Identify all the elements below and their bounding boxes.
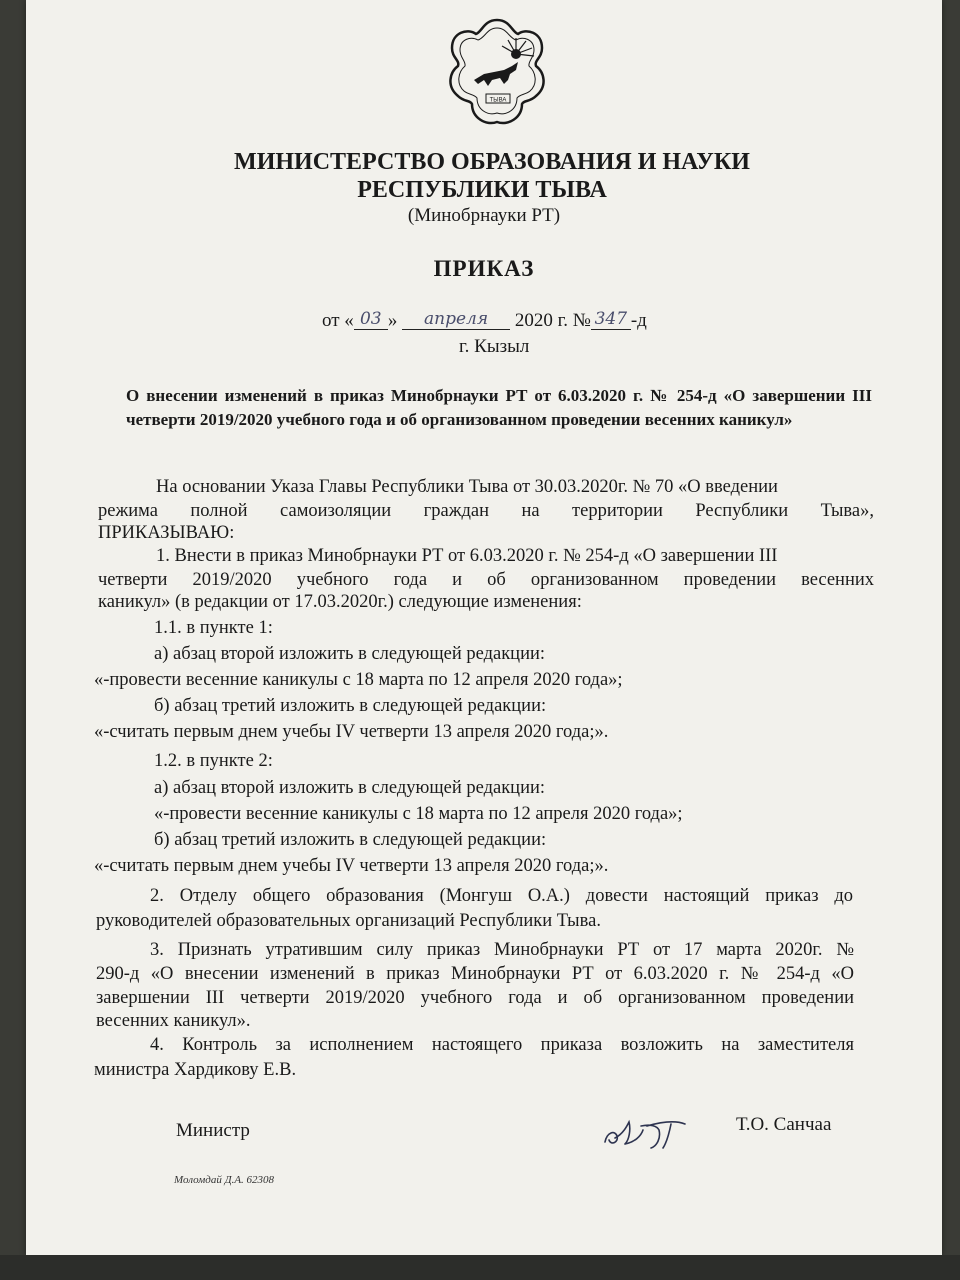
preamble-line3: ПРИКАЗЫВАЮ: (98, 523, 235, 543)
order-number: 347 (591, 309, 631, 330)
order-subject: О внесении изменений в приказ Минобрнауки РТ от 6.03.2020 г. № 254-д «О завершении III четверти 2019/2020 учебного года и об организованном проведении весенних каникул» (126, 386, 872, 429)
para2-line1: 2. Отделу общего образования (Монгуш О.А.) довести настоящий приказ до (150, 886, 853, 906)
background-surface (0, 1255, 960, 1280)
emblem-text: ТЫВА (489, 97, 507, 104)
para1-2-heading: 1.2. в пункте 2: (154, 751, 273, 771)
para1-1-a: а) абзац второй изложить в следующей редакции: (154, 644, 546, 664)
para4-line2: министра Хардикову Е.В. (94, 1060, 297, 1080)
para3-line2: 290-д «О внесении изменений в приказ Минобрнауки РТ от 6.03.2020 г. № 254-д «О (96, 964, 854, 984)
para3-line4: весенних каникул». (96, 1011, 251, 1031)
preamble-line2: режима полной самоизоляции граждан на территории Республики Тыва», (98, 501, 874, 521)
order-day: 03 (354, 309, 388, 330)
document-sheet (26, 0, 942, 1255)
handwritten-signature-icon (601, 1112, 691, 1154)
para1-1-b: б) абзац третий изложить в следующей редакции: (154, 696, 547, 716)
para1-2-a-text: «-провести весенние каникулы с 18 марта по 12 апреля 2020 года»; (154, 804, 683, 824)
para1-line2: четверти 2019/2020 учебного года и об организованном проведении весенних (98, 570, 874, 590)
para4-line1: 4. Контроль за исполнением настоящего приказа возложить на заместителя (150, 1035, 854, 1055)
para2-line2: руководителей образовательных организаций Республики Тыва. (96, 911, 601, 931)
order-date-line (322, 310, 647, 332)
para1-1-a-text: «-провести весенние каникулы с 18 марта по 12 апреля 2020 года»; (94, 670, 623, 690)
para1-2-b-text: «-считать первым днем учебы IV четверти 13 апреля 2020 года;». (94, 856, 609, 876)
date-prefix: от « (322, 310, 354, 331)
para3-line1: 3. Признать утратившим силу приказ Минобрнауки РТ от 17 марта 2020г. № (150, 940, 854, 960)
ministry-name-line1: МИНИСТЕРСТВО ОБРАЗОВАНИЯ И НАУКИ (234, 149, 750, 175)
ministry-name-line2: РЕСПУБЛИКИ ТЫВА (357, 177, 607, 203)
day-suffix: » (387, 310, 398, 331)
para1-line1: 1. Внести в приказ Минобрнауки РТ от 6.03.2020 г. № 254-д «О завершении III (156, 546, 778, 566)
signatory-title: Министр (176, 1120, 250, 1141)
para3-line3: завершении III четверти 2019/2020 учебного года и об организованном проведении (96, 988, 854, 1008)
para1-line3: каникул» (в редакции от 17.03.2020г.) следующие изменения: (98, 592, 582, 612)
tuva-coat-of-arms-icon (438, 14, 556, 132)
para1-2-a: а) абзац второй изложить в следующей редакции: (154, 778, 546, 798)
preamble-line1: На основании Указа Главы Республики Тыва от 30.03.2020г. № 70 «О введении (156, 477, 778, 497)
para1-1-b-text: «-считать первым днем учебы IV четверти 13 апреля 2020 года;». (94, 722, 609, 742)
order-year: 2020 г. № (514, 310, 591, 331)
executor-info: Моломдай Д.А. 62308 (174, 1174, 275, 1186)
ministry-short-name: (Минобрнауки РТ) (407, 205, 561, 226)
order-city: г. Кызыл (459, 336, 530, 357)
number-suffix: -д (630, 310, 647, 331)
order-month: апреля (402, 309, 510, 330)
para1-2-b: б) абзац третий изложить в следующей редакции: (154, 830, 547, 850)
document-type: ПРИКАЗ (433, 256, 535, 281)
signatory-name: Т.О. Санчаа (736, 1114, 832, 1135)
para1-1-heading: 1.1. в пункте 1: (154, 618, 273, 638)
